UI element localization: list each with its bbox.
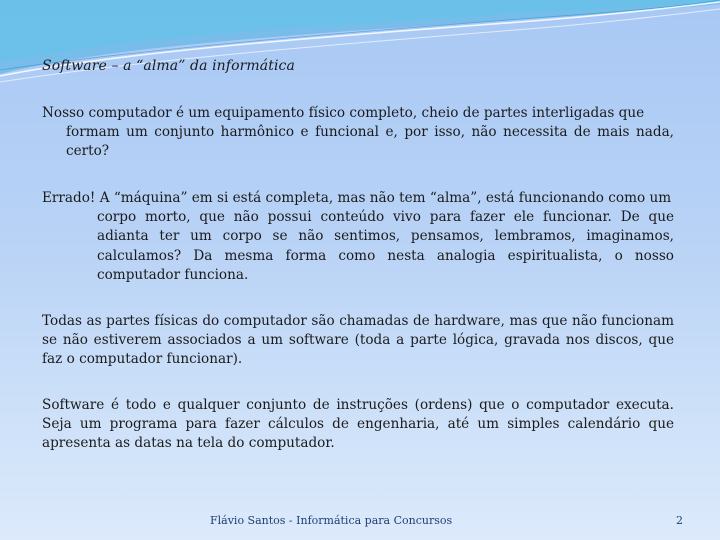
paragraph-hardware-text-c: (toda a parte lógica, gravada nos discos, que faz o computador funcionar). xyxy=(42,332,674,368)
paragraph-intro xyxy=(42,104,674,162)
paragraph-intro-rest: formam um conjunto harmônico e funcional e, por isso, não necessita de mais nada, certo? xyxy=(66,124,674,160)
paragraph-intro-first-line: Nosso computador é um equipamento físico completo, cheio de partes interligadas que xyxy=(42,105,645,121)
paragraph-answer-first-line: Errado! A “máquina” em si está completa, mas não tem “alma”, está funcionando como um xyxy=(42,190,672,206)
page-number: 2 xyxy=(676,514,683,527)
slide-title: Software – a “alma” da informática xyxy=(42,58,295,74)
term-hardware: hardware xyxy=(434,313,501,329)
footer-text: Flávio Santos - Informática para Concursos xyxy=(210,514,453,527)
paragraph-hardware-text-b: , mas que não funcionam se não estiverem associados a um xyxy=(42,313,674,349)
paragraph-software-definition: Software é todo e qualquer conjunto de instruções (ordens) que o computador executa. Seja um programa para fazer cálculos de engenharia, até um simples calendário que apresenta as datas na tela do computador. xyxy=(42,397,674,452)
term-software: software xyxy=(288,332,349,349)
header-wave-decoration xyxy=(0,0,720,90)
paragraph-answer-rest: corpo morto, que não possui conteúdo vivo para fazer ele funcionar. De que adianta ter um corpo se não sentimos, pensamos, lembramos, imaginamos, calculamos? Da mesma forma como nesta analogia espiritualista, o nosso computador funciona. xyxy=(97,209,674,283)
paragraph-hardware-text-a: Todas as partes físicas do computador são chamadas de xyxy=(42,313,435,329)
paragraph-hardware xyxy=(42,312,674,370)
paragraph-answer xyxy=(42,189,674,285)
